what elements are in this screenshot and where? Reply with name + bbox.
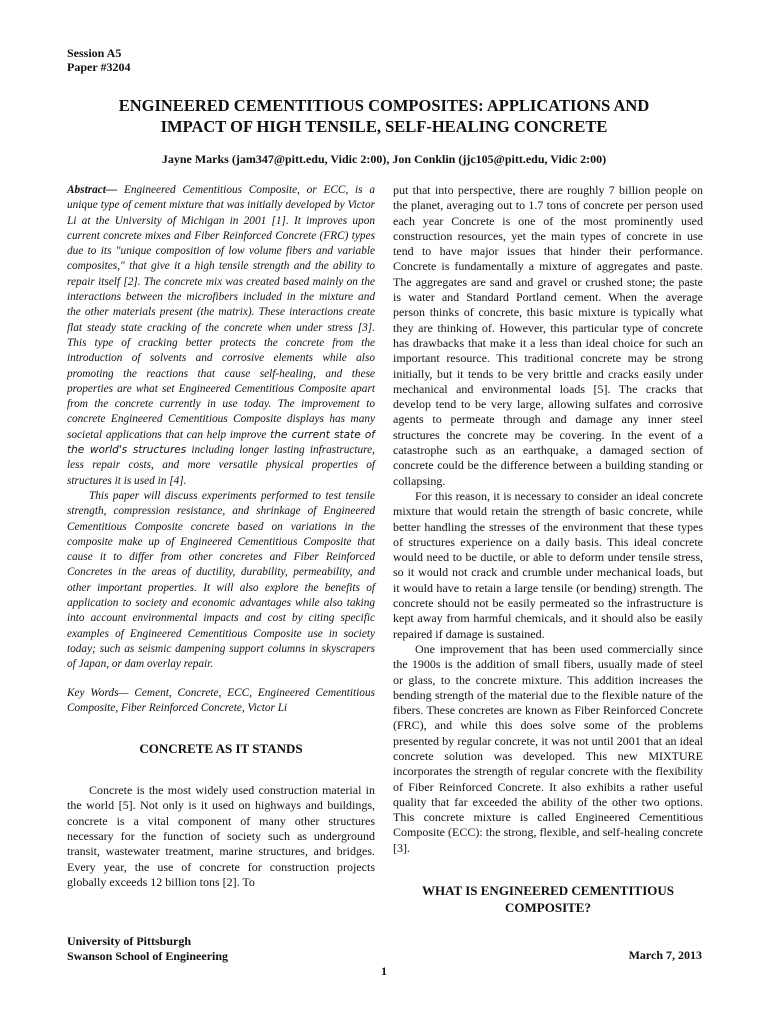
page-number: 1 xyxy=(381,964,387,978)
title-line-2: IMPACT OF HIGH TENSILE, SELF-HEALING CONCRETE xyxy=(160,117,608,136)
abstract-text-1: Engineered Cementitious Composite, or ECC, is a unique type of cement mixture that was initially developed by Victor Li at the University of Michigan in 2001 [1]. It improves upon current concrete mixes and Fiber Reinforced Concrete (FRC) types due to its "unique composition of low volume fibers and variable composites," that give it a high tensile strength and the ability to repair itself [2]. The concrete mix was created based mainly on the interactions between the microfibers included in the mixture and the other materials present (the matrix). These interactions create flat steady state cracking of the concrete when under stress [3]. This type of cracking better protects the concrete from the introduction of solvents and corrosive elements while also promoting the reactions that cause self-healing, and these properties are what set Engineered Cementitious Composite apart from the concrete currently in use today. The improvement to concrete Engineered Cementitious Composite displays has many societal applications that can help improve xyxy=(67,184,375,441)
paper-number: Paper #3204 xyxy=(67,60,131,74)
title-line-1: ENGINEERED CEMENTITIOUS COMPOSITES: APPLICATIONS AND xyxy=(118,96,650,115)
footer-institution xyxy=(67,934,228,964)
keywords: Key Words— Cement, Concrete, ECC, Engineered Cementitious Composite, Fiber Reinforced Concrete, Victor Li xyxy=(67,686,375,714)
abstract-paragraph-2: This paper will discuss experiments performed to test tensile strength, compression resistance, and shrinkage of Engineered Cementitious Composite concrete based on variations in the composite make up of Engineered Cementitious Composite that cause it to differ from other concretes and Fiber Reinforced Concretes in the areas of ductility, durability, permeability, and other important properties. It will also explore the benefits of application to society and economic advantages while also taking into account environmental impacts and cost by citing specific examples of Engineered Cementitious Composite use in society today; such as seismic dampening support columns in skyscrapers of Japan, or dam overlay repair. xyxy=(67,489,375,671)
abstract-text-2: including longer lasting infrastructure, less repair costs, and more versatile physical properties of structures it is used in [4]. xyxy=(67,444,375,487)
body-paragraph-3: One improvement that has been used commercially since the 1900s is the addition of small fibers, usually made of steel or glass, to the concrete mixture. This addition increases the bending strength of the material due to the flexible nature of the fibers. These concretes are known as Fiber Reinforced Concrete (FRC), and while this does solve some of the problems presented by regular concrete, it was not until 2001 that an ideal concrete solution was developed. This new MIXTURE incorporates the strength of regular concrete with the flexibility of Fiber Reinforced Concrete. It also exhibits a rather useful quality that far exceeded the ability of the other two options. This concrete mixture is called Engineered Cementitious Composite (ECC): the strong, flexible, and self-healing concrete [3]. xyxy=(393,641,703,855)
section-heading-ecc: WHAT IS ENGINEERED CEMENTITIOUS COMPOSITE? xyxy=(422,883,674,916)
body-paragraph-1-left: Concrete is the most widely used construction material in the world [5]. Not only is it used on highways and buildings, concrete is a vital component of many other structures necessary for the function of society such as underground transit, wastewater treatment, marine structures, and bridges. Every year, the use of concrete for construction projects globally exceeds 12 billion tons [2]. To xyxy=(67,783,375,889)
abstract-label: Abstract— xyxy=(67,184,118,196)
body-paragraph-2: For this reason, it is necessary to consider an ideal concrete mixture that would retain the strength of basic concrete, while better handling the stresses of the environment that these types of structures experience on a daily basis. This ideal concrete would need to be ductile, or able to deform under tensile stress, so it would not crack and crumble under mechanical loads, but it would have to retain a large tensile (or bending) strength. The concrete should not be easily permeated so the infrastructure is kept away from harmful chemicals, and it should also be easily repaired if damage is sustained. xyxy=(393,488,703,641)
abstract-paragraph-1 xyxy=(67,183,375,489)
body-paragraph-1-right: put that into perspective, there are roughly 7 billion people on the planet, averaging out to 1.7 tons of concrete per person used each year Concrete is one of the most prominently used construction resources, yet the main types of concrete in use tend to have major issues that hinder their performance. Concrete is fundamentally a mixture of aggregates and paste. The aggregates are sand and gravel or crushed stone; the paste is water and Standard Portland cement. When the average person thinks of concrete, this basic mixture is typically what they are thinking of. However, this particular type of concrete has drawbacks that make it a less than ideal choice for such an important resource. This traditional concrete may be strong initially, but it tends to be very brittle and cracks easily under mechanical and environmental loads [5]. The cracks that develop tend to be very large, allowing sulfates and corrosive agents to permeate through and damage any inner steel structures the concrete may be covering. In the event of a catastrophe such as an earthquake, a damaged section of concrete could be the difference between a building standing or collapsing. xyxy=(393,183,703,488)
section-heading-concrete: CONCRETE AS IT STANDS xyxy=(139,741,303,757)
right-column xyxy=(393,183,703,916)
session-header xyxy=(67,46,130,74)
session-label: Session A5 xyxy=(67,46,122,60)
authors-line: Jayne Marks (jam347@pitt.edu, Vidic 2:00), Jon Conklin (jjc105@pitt.edu, Vidic 2:00) xyxy=(161,152,607,166)
footer-university: University of Pittsburgh xyxy=(67,934,191,948)
left-column xyxy=(67,183,375,890)
footer-date: March 7, 2013 xyxy=(628,948,702,962)
paper-title xyxy=(60,95,708,137)
abstract-handwritten-phrase: the current state of the world's structures xyxy=(67,428,376,457)
footer-school: Swanson School of Engineering xyxy=(67,949,229,963)
